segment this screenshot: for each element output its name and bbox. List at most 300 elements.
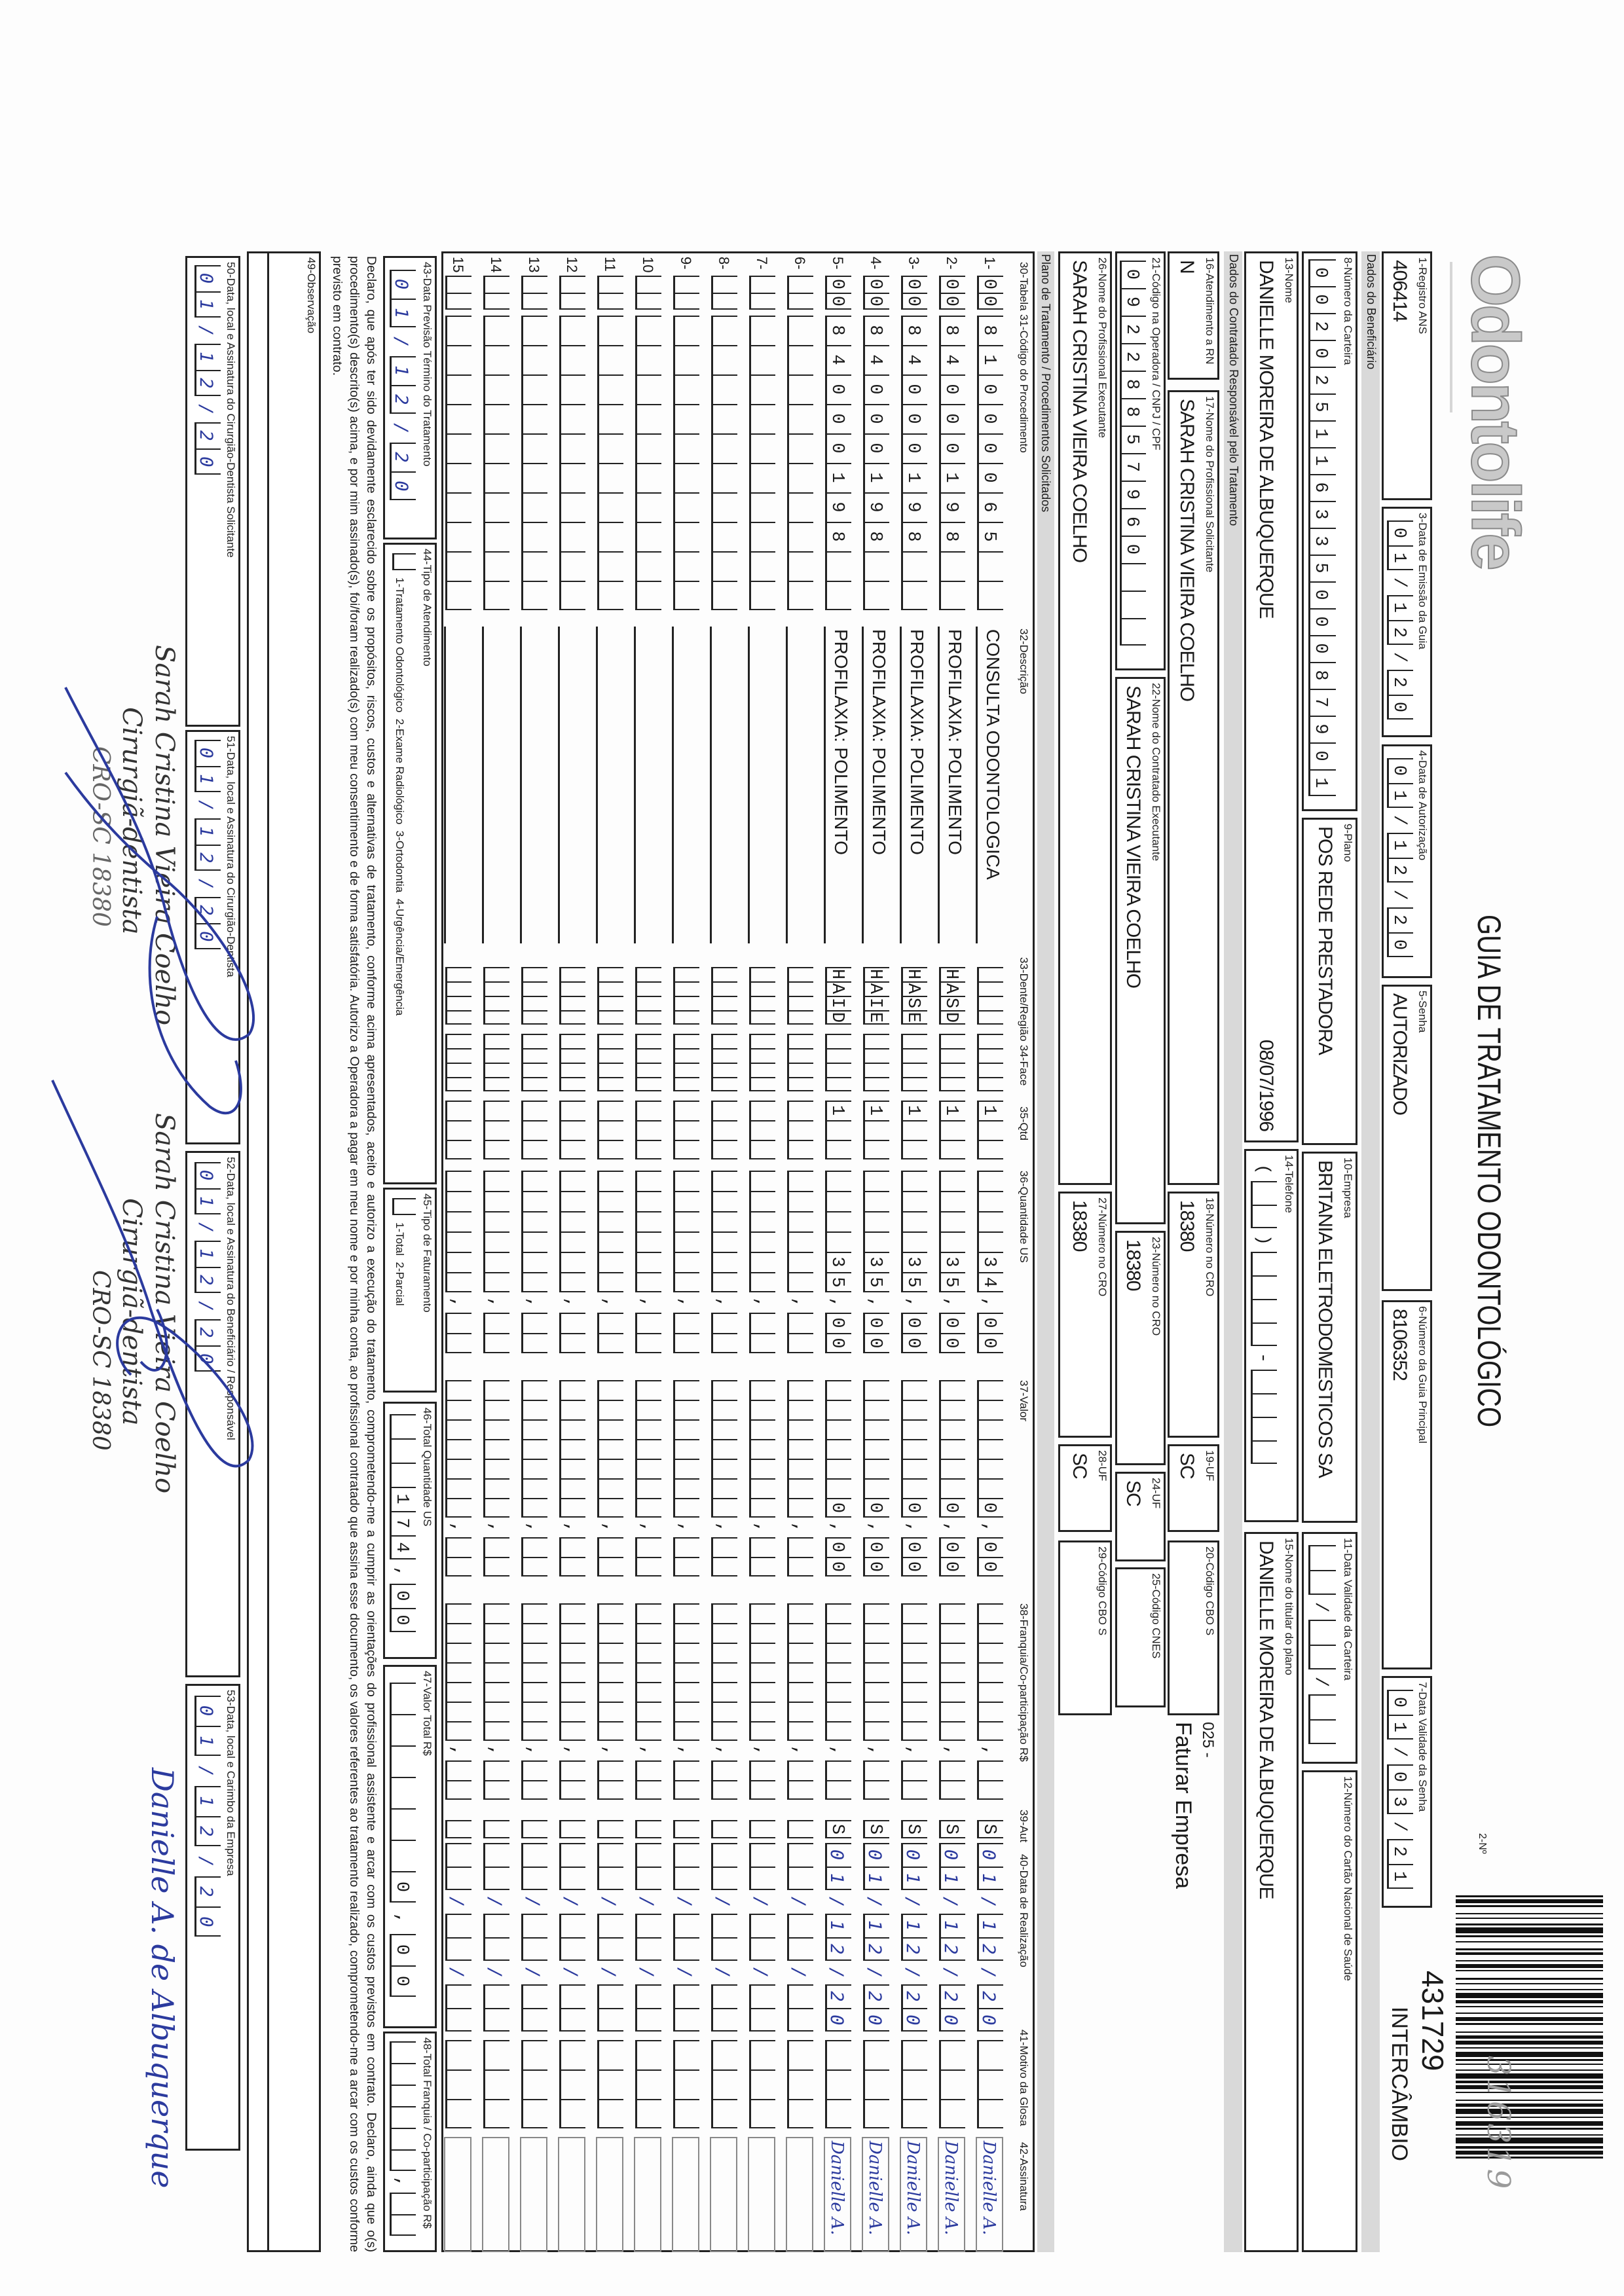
row-8-data[interactable] xyxy=(711,1843,737,2032)
input-cell xyxy=(597,1937,623,1961)
uf-solicitante-field-value[interactable]: SC xyxy=(1176,1453,1198,1479)
row-13-qtd[interactable] xyxy=(521,1101,547,1159)
row-12-franquia[interactable] xyxy=(559,1603,585,1800)
input-cell xyxy=(901,1077,927,1091)
row-7-assinatura[interactable] xyxy=(748,2137,775,2252)
row-7-franquia[interactable] xyxy=(749,1603,775,1800)
row-9-face[interactable] xyxy=(673,1034,699,1091)
input-cell xyxy=(521,1034,547,1048)
row-15-glosa[interactable] xyxy=(445,2040,471,2128)
row-7-data[interactable] xyxy=(749,1843,775,2032)
row-2-tabela[interactable] xyxy=(939,276,965,313)
row-14-franquia[interactable] xyxy=(483,1603,509,1800)
carteira-cells[interactable] xyxy=(1308,259,1336,805)
row-4-dente[interactable] xyxy=(863,967,889,1025)
row-8-qtd[interactable] xyxy=(711,1101,737,1159)
input-cell xyxy=(825,1380,851,1400)
row-4-tabela[interactable] xyxy=(863,276,889,313)
row-6-assinatura[interactable] xyxy=(786,2137,813,2252)
input-cell xyxy=(711,1682,737,1702)
row-5-glosa[interactable] xyxy=(825,2040,851,2128)
row-2-valor-value: 0,00 xyxy=(941,1502,961,1581)
row-4-us[interactable] xyxy=(863,1171,889,1358)
row-11-us[interactable] xyxy=(597,1171,623,1353)
row-5-dente[interactable] xyxy=(825,967,851,1025)
cro-executante-field-value[interactable]: 18380 xyxy=(1069,1200,1090,1252)
row-12-tabela[interactable] xyxy=(559,276,585,310)
row-12-assinatura[interactable] xyxy=(558,2137,585,2252)
row-4-valor[interactable] xyxy=(863,1380,889,1581)
row-15-dente[interactable] xyxy=(445,967,471,1025)
validade-carteira-cells[interactable] xyxy=(1308,1545,1336,1744)
row-11-franquia[interactable] xyxy=(597,1603,623,1800)
input-cell xyxy=(711,2040,737,2069)
row-9-glosa[interactable] xyxy=(673,2040,699,2128)
titular-field-label: 15-Nome do titular do plano xyxy=(1283,1538,1295,1675)
row-10-codigo[interactable] xyxy=(635,316,661,610)
observacao-field[interactable] xyxy=(247,251,321,2252)
row-10-data[interactable] xyxy=(635,1843,661,2032)
row-2-assinatura-text: Danielle A. xyxy=(941,2141,961,2236)
input-cell xyxy=(521,1063,547,1077)
row-8-tabela[interactable] xyxy=(711,276,737,310)
input-cell xyxy=(521,967,547,981)
contratado-executante-field-value[interactable]: SARAH CRISTINA VIEIRA COELHO xyxy=(1122,685,1144,989)
input-cell xyxy=(863,1662,889,1682)
row-13-us[interactable] xyxy=(521,1171,547,1353)
cro-solicitante-field-value[interactable]: 18380 xyxy=(1176,1200,1198,1252)
input-cell xyxy=(749,374,775,404)
row-11-valor[interactable] xyxy=(597,1380,623,1576)
input-cell xyxy=(711,1140,737,1159)
row-12-valor[interactable] xyxy=(559,1380,585,1576)
uf-contratado-field-value[interactable]: SC xyxy=(1122,1480,1144,1506)
validade-senha-cells[interactable] xyxy=(1387,1690,1413,1896)
input-cell xyxy=(597,374,623,404)
codigo-operadora-cells[interactable] xyxy=(1120,261,1146,646)
row-9-descricao[interactable] xyxy=(672,627,699,943)
barcode-bar xyxy=(1456,1913,1603,1914)
input-cell xyxy=(521,1231,547,1252)
row-4-codigo[interactable] xyxy=(863,316,889,610)
row-6-aut[interactable] xyxy=(787,1820,813,1838)
row-1-number: 1- xyxy=(982,257,998,270)
row-9-dente[interactable] xyxy=(673,967,699,1025)
row-6-qtd[interactable] xyxy=(787,1101,813,1159)
input-cell xyxy=(901,1231,927,1252)
row-15-data[interactable] xyxy=(445,1843,471,2032)
row-2-dente[interactable] xyxy=(939,967,965,1025)
row-5-franquia[interactable] xyxy=(825,1603,851,1800)
row-9-tabela[interactable] xyxy=(673,276,699,310)
row-5-assinatura[interactable] xyxy=(824,2137,851,2252)
row-6-us[interactable] xyxy=(787,1171,813,1353)
row-3-valor[interactable] xyxy=(901,1380,927,1581)
row-11-codigo[interactable] xyxy=(597,316,623,610)
row-12-face[interactable] xyxy=(559,1034,585,1091)
input-cell xyxy=(445,1171,471,1191)
row-2-us[interactable] xyxy=(939,1171,965,1358)
atendimento-rn-field-value[interactable]: N xyxy=(1176,260,1198,274)
row-13-data[interactable] xyxy=(521,1843,547,2032)
row-4-aut[interactable] xyxy=(863,1820,889,1842)
plano-field-value[interactable]: POS REDE PRESTADORA xyxy=(1314,826,1336,1055)
titular-field-value[interactable]: DANIELLE MOREIRA DE ALBUQUERQUE xyxy=(1255,1540,1277,1899)
row-15-descricao[interactable] xyxy=(444,627,471,943)
input-cell xyxy=(787,1419,813,1439)
input-cell xyxy=(673,374,699,404)
telefone-cells[interactable] xyxy=(1251,1157,1277,1464)
row-2-assinatura[interactable] xyxy=(938,2137,965,2252)
senha-field-value[interactable]: AUTORIZADO xyxy=(1389,993,1411,1116)
input-cell xyxy=(711,1252,737,1272)
row-7-descricao[interactable] xyxy=(748,627,775,943)
row-6-codigo[interactable] xyxy=(787,316,813,610)
input-cell xyxy=(521,2008,547,2032)
input-cell xyxy=(673,996,699,1010)
row-7-glosa[interactable] xyxy=(749,2040,775,2128)
row-12-us[interactable] xyxy=(559,1171,585,1353)
row-1-face[interactable] xyxy=(977,1034,1003,1091)
row-3-aut[interactable] xyxy=(901,1820,927,1842)
input-cell xyxy=(597,1380,623,1400)
input-cell xyxy=(787,293,813,310)
input-cell xyxy=(483,522,509,551)
row-10-us[interactable] xyxy=(635,1171,661,1353)
input-cell xyxy=(749,1063,775,1077)
row-14-tabela[interactable] xyxy=(483,276,509,310)
row-5-valor[interactable] xyxy=(825,1380,851,1581)
row-10-franquia[interactable] xyxy=(635,1603,661,1800)
input-cell xyxy=(749,1843,775,1867)
row-2-data[interactable] xyxy=(939,1843,965,2039)
row-7-dente[interactable] xyxy=(749,967,775,1025)
row-14-us[interactable] xyxy=(483,1171,509,1353)
guia-principal-field xyxy=(1382,1300,1432,1669)
row-1-assinatura-text: Danielle A. xyxy=(979,2141,999,2236)
row-14-dente[interactable] xyxy=(483,967,509,1025)
row-9-codigo[interactable] xyxy=(673,316,699,610)
row-13-franquia[interactable] xyxy=(521,1603,547,1800)
row-3-glosa[interactable] xyxy=(901,2040,927,2128)
row-9-valor[interactable] xyxy=(673,1380,699,1576)
row-13-aut[interactable] xyxy=(521,1820,547,1838)
row-14-valor[interactable] xyxy=(483,1380,509,1576)
row-12-codigo[interactable] xyxy=(559,316,585,610)
row-10-qtd[interactable] xyxy=(635,1101,661,1159)
row-8-glosa[interactable] xyxy=(711,2040,737,2128)
row-6-glosa[interactable] xyxy=(787,2040,813,2128)
input-cell xyxy=(483,1662,509,1682)
row-1-aut[interactable] xyxy=(977,1820,1003,1842)
row-9-data[interactable] xyxy=(673,1843,699,2032)
row-4-data[interactable] xyxy=(863,1843,889,2039)
barcode-bar xyxy=(1456,2100,1603,2101)
input-cell xyxy=(711,316,737,345)
row-14-glosa[interactable] xyxy=(483,2040,509,2128)
row-12-qtd[interactable] xyxy=(559,1101,585,1159)
row-7-us[interactable] xyxy=(749,1171,775,1353)
row-13-valor[interactable] xyxy=(521,1380,547,1576)
row-15-aut[interactable] xyxy=(445,1820,471,1838)
row-5-aut[interactable] xyxy=(825,1820,851,1842)
row-1-data[interactable] xyxy=(977,1843,1003,2039)
previsao-cells[interactable] xyxy=(390,270,416,510)
cro-contratado-field-value[interactable]: 18380 xyxy=(1122,1239,1144,1291)
row-9-qtd[interactable] xyxy=(673,1101,699,1159)
row-8-face[interactable] xyxy=(711,1034,737,1091)
row-1-descricao[interactable]: CONSULTA ODONTOLOGICA xyxy=(976,627,1003,943)
row-3-dente[interactable] xyxy=(901,967,927,1025)
row-14-aut[interactable] xyxy=(483,1820,509,1838)
row-9-franquia[interactable] xyxy=(673,1603,699,1800)
row-1-dente[interactable] xyxy=(977,967,1003,1025)
input-cell xyxy=(635,967,661,981)
row-15-qtd[interactable] xyxy=(445,1101,471,1159)
row-2-descricao[interactable]: PROFILAXIA: POLIMENTO xyxy=(938,627,965,943)
row-9-aut[interactable] xyxy=(673,1820,699,1838)
input-cell xyxy=(711,463,737,492)
row-7-face[interactable] xyxy=(749,1034,775,1091)
row-8-aut[interactable] xyxy=(711,1820,737,1838)
row-1-us[interactable] xyxy=(977,1171,1003,1358)
row-12-glosa[interactable] xyxy=(559,2040,585,2128)
row-6-face[interactable] xyxy=(787,1034,813,1091)
row-11-dente[interactable] xyxy=(597,967,623,1025)
row-2-valor[interactable] xyxy=(939,1380,965,1581)
row-2-franquia[interactable] xyxy=(939,1603,965,1800)
row-2-codigo[interactable] xyxy=(939,316,965,610)
total-franquia-cells[interactable] xyxy=(390,2041,416,2236)
row-5-face[interactable] xyxy=(825,1034,851,1091)
input-cell xyxy=(787,2008,813,2032)
data-autorizacao-cells[interactable] xyxy=(1387,758,1413,964)
row-7-codigo[interactable] xyxy=(749,316,775,610)
row-12-data[interactable] xyxy=(559,1843,585,2032)
row-10-dente[interactable] xyxy=(635,967,661,1025)
row-5-us[interactable] xyxy=(825,1171,851,1358)
prof-solicitante-field-value[interactable]: SARAH CRISTINA VIEIRA COELHO xyxy=(1176,399,1198,702)
input-cell xyxy=(445,581,471,610)
row-14-face[interactable] xyxy=(483,1034,509,1091)
row-8-codigo[interactable] xyxy=(711,316,737,610)
row-8-dente[interactable] xyxy=(711,967,737,1025)
input-cell xyxy=(521,463,547,492)
registro-ans-field-value[interactable]: 406414 xyxy=(1389,260,1411,322)
row-5-data[interactable] xyxy=(825,1843,851,2039)
row-10-descricao[interactable] xyxy=(634,627,661,943)
row-15-tabela[interactable] xyxy=(445,276,471,310)
row-8-us[interactable] xyxy=(711,1171,737,1353)
row-11-glosa[interactable] xyxy=(597,2040,623,2128)
row-11-tabela[interactable] xyxy=(597,276,623,310)
row-6-dente[interactable] xyxy=(787,967,813,1025)
row-10-valor[interactable] xyxy=(635,1380,661,1576)
row-7-qtd[interactable] xyxy=(749,1101,775,1159)
row-7-valor[interactable] xyxy=(749,1380,775,1576)
input-cell xyxy=(977,1140,1003,1159)
assinatura-solicitante-date[interactable] xyxy=(194,265,221,483)
row-1-franquia[interactable] xyxy=(977,1603,1003,1800)
row-6-descricao[interactable] xyxy=(786,627,813,943)
row-14-data[interactable] xyxy=(483,1843,509,2032)
input-cell xyxy=(635,1937,661,1961)
row-10-aut[interactable] xyxy=(635,1820,661,1838)
row-11-descricao[interactable] xyxy=(596,627,623,943)
row-8-descricao[interactable] xyxy=(710,627,737,943)
row-2-qtd[interactable] xyxy=(939,1101,965,1159)
row-3-number: 3- xyxy=(906,257,922,270)
row-2-aut[interactable] xyxy=(939,1820,965,1842)
input-cell xyxy=(635,1603,661,1623)
row-3-qtd[interactable] xyxy=(901,1101,927,1159)
row-4-qtd[interactable] xyxy=(863,1101,889,1159)
row-13-dente[interactable] xyxy=(521,967,547,1025)
row-10-assinatura[interactable] xyxy=(634,2137,661,2252)
input-cell xyxy=(390,2128,416,2149)
row-11-aut[interactable] xyxy=(597,1820,623,1838)
row-4-face[interactable] xyxy=(863,1034,889,1091)
row-5-codigo[interactable] xyxy=(825,316,851,610)
prof-executante-field-value[interactable]: SARAH CRISTINA VIEIRA COELHO xyxy=(1069,260,1090,563)
valor-total-cells[interactable] xyxy=(390,1683,416,2007)
row-3-assinatura[interactable] xyxy=(900,2137,927,2252)
row-2-glosa[interactable] xyxy=(939,2040,965,2128)
total-us-cells[interactable] xyxy=(390,1414,416,1639)
row-8-assinatura[interactable] xyxy=(710,2137,737,2252)
guia-principal-field-value[interactable]: 8106352 xyxy=(1389,1309,1411,1381)
row-14-assinatura[interactable] xyxy=(482,2137,509,2252)
row-1-valor[interactable] xyxy=(977,1380,1003,1581)
row-4-franquia[interactable] xyxy=(863,1603,889,1800)
tipo-atendimento-cell[interactable] xyxy=(392,553,416,570)
row-1-qtd[interactable] xyxy=(977,1101,1003,1159)
tipo-faturamento-cell[interactable] xyxy=(392,1198,416,1215)
row-4-assinatura[interactable] xyxy=(862,2137,889,2252)
row-2-face[interactable] xyxy=(939,1034,965,1091)
row-4-descricao[interactable]: PROFILAXIA: POLIMENTO xyxy=(862,627,889,943)
row-15-face[interactable] xyxy=(445,1034,471,1091)
nome-field-value[interactable]: DANIELLE MOREIRA DE ALBUQUERQUE xyxy=(1255,260,1277,619)
row-5-assinatura-text: Danielle A. xyxy=(827,2141,847,2236)
barcode-bar xyxy=(1456,1993,1603,1998)
guide-type: INTERCÂMBIO xyxy=(1387,2007,1412,2162)
row-11-qtd[interactable] xyxy=(597,1101,623,1159)
input-cell xyxy=(787,404,813,433)
input-cell xyxy=(521,1760,547,1780)
input-cell xyxy=(749,1380,775,1400)
row-12-descricao[interactable] xyxy=(558,627,585,943)
row-13-tabela[interactable] xyxy=(521,276,547,310)
row-11-face[interactable] xyxy=(597,1034,623,1091)
row-3-descricao[interactable]: PROFILAXIA: POLIMENTO xyxy=(900,627,927,943)
row-15-valor[interactable] xyxy=(445,1380,471,1576)
input-cell xyxy=(825,1063,851,1077)
input-cell xyxy=(559,1702,585,1721)
row-3-us[interactable] xyxy=(901,1171,927,1358)
row-10-face[interactable] xyxy=(635,1034,661,1091)
row-13-descricao[interactable] xyxy=(520,627,547,943)
row-3-tabela[interactable] xyxy=(901,276,927,313)
separator-glyph: / xyxy=(712,1896,733,1908)
row-15-assinatura[interactable] xyxy=(444,2137,471,2252)
uf-executante-field-value[interactable]: SC xyxy=(1069,1453,1090,1479)
row-10-glosa[interactable] xyxy=(635,2040,661,2128)
row-13-assinatura[interactable] xyxy=(520,2137,547,2252)
row-9-us[interactable] xyxy=(673,1171,699,1353)
row-3-codigo[interactable] xyxy=(901,316,927,610)
row-10-tabela[interactable] xyxy=(635,276,661,310)
row-6-franquia[interactable] xyxy=(787,1603,813,1800)
cro-solicitante-field xyxy=(1168,1192,1219,1438)
assinatura-dentista-date[interactable] xyxy=(194,740,221,958)
barcode-bar xyxy=(1456,1905,1603,1907)
row-14-descricao[interactable] xyxy=(482,627,509,943)
barcode-bar xyxy=(1456,2035,1603,2039)
input-cell xyxy=(825,1231,851,1252)
row-1-assinatura[interactable] xyxy=(976,2137,1003,2252)
input-cell xyxy=(711,981,737,996)
row-5-tabela[interactable] xyxy=(825,276,851,313)
assinatura-beneficiario-date[interactable] xyxy=(194,1162,221,1380)
row-1-tabela[interactable] xyxy=(977,276,1003,313)
row-6-data[interactable] xyxy=(787,1843,813,2032)
input-cell xyxy=(673,551,699,581)
row-3-franquia[interactable] xyxy=(901,1603,927,1800)
row-5-qtd[interactable] xyxy=(825,1101,851,1159)
row-8-valor[interactable] xyxy=(711,1380,737,1576)
row-8-franquia[interactable] xyxy=(711,1603,737,1800)
row-6-valor[interactable] xyxy=(787,1380,813,1576)
row-15-franquia[interactable] xyxy=(445,1603,471,1800)
row-13-codigo[interactable] xyxy=(521,316,547,610)
row-4-glosa[interactable] xyxy=(863,2040,889,2128)
row-14-codigo[interactable] xyxy=(483,316,509,610)
row-1-valor-value: 0,00 xyxy=(979,1502,999,1581)
row-3-data[interactable] xyxy=(901,1843,927,2039)
row-6-tabela[interactable] xyxy=(787,276,813,310)
row-3-face[interactable] xyxy=(901,1034,927,1091)
input-cell xyxy=(977,1048,1003,1063)
row-13-glosa[interactable] xyxy=(521,2040,547,2128)
row-13-face[interactable] xyxy=(521,1034,547,1091)
input-cell xyxy=(635,1984,661,2008)
row-5-descricao[interactable]: PROFILAXIA: POLIMENTO xyxy=(824,627,851,943)
row-15-codigo[interactable] xyxy=(445,316,471,610)
row-7-tabela[interactable] xyxy=(749,276,775,310)
row-11-data[interactable] xyxy=(597,1843,623,2032)
data-emissao-cells[interactable] xyxy=(1387,520,1413,727)
row-11-assinatura[interactable] xyxy=(596,2137,623,2252)
input-cell xyxy=(521,1313,547,1333)
empresa-field-value[interactable]: BRITANIA ELETRODOMESTICOS SA xyxy=(1314,1160,1336,1478)
row-1-glosa[interactable] xyxy=(977,2040,1003,2128)
carimbo-empresa-date[interactable] xyxy=(194,1696,221,1947)
cro-executante-field xyxy=(1058,1192,1112,1438)
input-cell xyxy=(597,1010,623,1025)
row-1-codigo[interactable] xyxy=(977,316,1003,610)
separator-glyph: / xyxy=(637,1896,657,1908)
input-cell xyxy=(521,1077,547,1091)
row-12-dente[interactable] xyxy=(559,967,585,1025)
row-12-aut[interactable] xyxy=(559,1820,585,1838)
row-14-qtd[interactable] xyxy=(483,1101,509,1159)
input-cell xyxy=(483,1459,509,1478)
row-7-aut[interactable] xyxy=(749,1820,775,1838)
input-cell xyxy=(977,1063,1003,1077)
row-15-us[interactable] xyxy=(445,1171,471,1353)
row-9-assinatura[interactable] xyxy=(672,2137,699,2252)
